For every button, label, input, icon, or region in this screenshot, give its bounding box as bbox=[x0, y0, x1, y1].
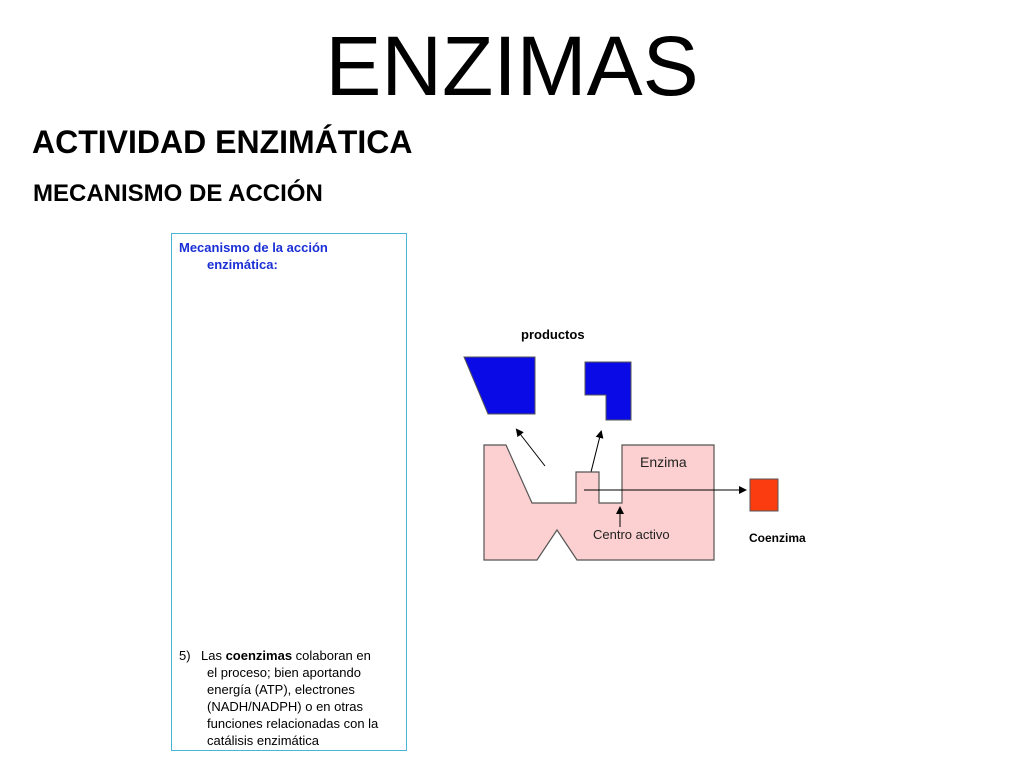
product-shape-1 bbox=[464, 357, 535, 414]
note-line: (NADH/NADPH) o en otras bbox=[207, 699, 364, 714]
productos-label: productos bbox=[521, 327, 585, 342]
note-line: funciones relacionadas con la bbox=[207, 716, 379, 731]
note-number: 5) bbox=[179, 648, 191, 663]
note-pre: Las bbox=[201, 648, 226, 663]
panel-heading-line2: enzimática: bbox=[207, 257, 278, 272]
active-site-label: Centro activo bbox=[593, 527, 670, 542]
panel-heading-line1: Mecanismo de la acción bbox=[179, 240, 328, 255]
note-line1-post: colaboran en bbox=[292, 648, 371, 663]
slide-title: ENZIMAS bbox=[325, 19, 699, 113]
product-shape-2 bbox=[585, 362, 631, 420]
release-arrow-1 bbox=[517, 430, 545, 466]
coenzyme-shape bbox=[750, 479, 778, 511]
note-line: el proceso; bien aportando bbox=[207, 665, 361, 680]
text-panel bbox=[171, 233, 407, 751]
coenzyme-label: Coenzima bbox=[749, 531, 806, 545]
note-line: energía (ATP), electrones bbox=[207, 682, 355, 697]
note-line: catálisis enzimática bbox=[207, 733, 319, 748]
section-heading: MECANISMO DE ACCIÓN bbox=[33, 180, 323, 207]
coenzyme-note bbox=[179, 647, 403, 749]
slide-subtitle: ACTIVIDAD ENZIMÁTICA bbox=[32, 124, 413, 160]
note-bold-term: coenzimas bbox=[225, 648, 293, 663]
enzyme-label: Enzima bbox=[640, 454, 687, 470]
panel-heading bbox=[179, 239, 399, 273]
enzyme-diagram bbox=[440, 320, 840, 570]
